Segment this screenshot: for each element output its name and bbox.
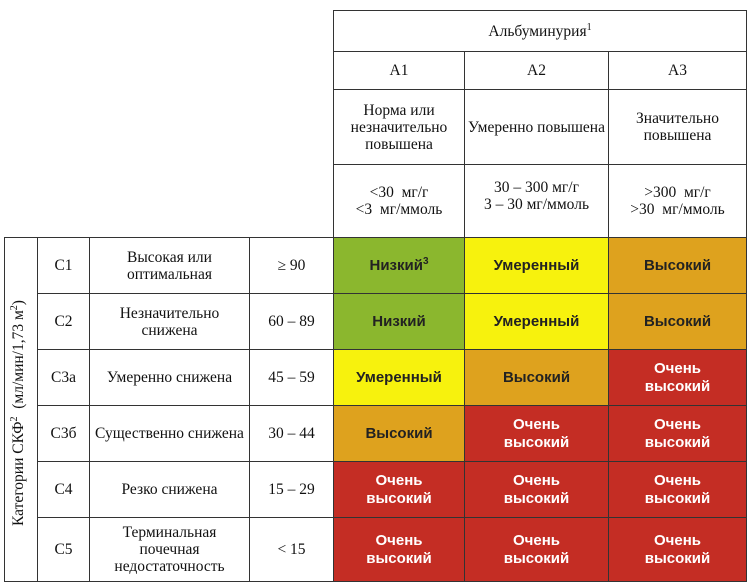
a1-range-mg-g: <30 мг/г [369,184,429,201]
gfr-range: < 15 [249,517,334,582]
a3-description: Значительно повышена [608,89,747,165]
risk-label: Низкий [369,256,423,274]
risk-label: Очень высокий [644,531,711,567]
risk-cell [608,237,747,294]
risk-footnote: 3 [422,255,429,267]
risk-label: Высокий [365,424,433,442]
a3-range [608,164,747,238]
gfr-description: Незначительно снижена [89,293,250,350]
albuminuria-footnote: 1 [586,21,592,33]
risk-cell [608,517,747,582]
risk-label: Очень высокий [644,359,711,395]
risk-cell [464,517,609,582]
risk-cell [464,349,609,406]
gfr-description: Существенно снижена [89,405,250,462]
gfr-description: Резко снижена [89,461,250,518]
a3-code: А3 [608,51,747,90]
risk-cell [608,293,747,350]
albuminuria-header [333,10,747,52]
risk-label: Очень высокий [503,531,570,567]
risk-cell [333,517,465,582]
risk-cell [608,405,747,462]
a1-code: А1 [333,51,465,90]
gfr-code: С3а [37,349,90,406]
risk-cell [464,237,609,294]
risk-cell [333,237,465,294]
gfr-code: С5 [37,517,90,582]
risk-label: Умеренный [356,368,442,386]
risk-label: Очень высокий [644,415,711,451]
risk-label: Умеренный [493,256,580,274]
a2-description: Умеренно повышена [464,89,609,165]
risk-cell [608,349,747,406]
gfr-code: С1 [37,237,90,294]
risk-label: Очень высокий [366,531,432,567]
gfr-code: С2 [37,293,90,350]
risk-label: Очень высокий [644,471,711,507]
gfr-range: 15 – 29 [249,461,334,518]
risk-label: Очень высокий [503,471,570,507]
risk-label: Высокий [502,368,571,386]
risk-cell [608,461,747,518]
albuminuria-label: Альбуминурия [488,22,587,40]
gfr-code: С3б [37,405,90,462]
gfr-description: Терминальная почечная недостаточность [89,517,250,582]
a1-range-mg-mmol: <3 мг/ммоль [355,201,443,218]
risk-label: Высокий [643,256,712,274]
risk-cell [464,405,609,462]
gfr-range: 60 – 89 [249,293,334,350]
a1-range [333,164,465,238]
a1-description: Норма или незначительно повышена [333,89,465,165]
gfr-code: С4 [37,461,90,518]
risk-label: Высокий [643,312,712,330]
risk-cell [464,461,609,518]
risk-cell [464,293,609,350]
risk-label: Низкий [372,312,426,330]
a3-range-mg-g: >300 мг/г [644,184,711,201]
a2-range-mg-g: 30 – 300 мг/г [494,179,579,196]
gfr-range: 30 – 44 [249,405,334,462]
gfr-range: 45 – 59 [249,349,334,406]
risk-cell [333,405,465,462]
risk-label: Очень высокий [366,471,432,507]
risk-cell [333,349,465,406]
gfr-description: Высокая или оптимальная [89,237,250,294]
risk-cell [333,293,465,350]
a2-range [464,164,609,238]
risk-label: Умеренный [493,312,580,330]
gfr-description: Умеренно снижена [89,349,250,406]
risk-label: Очень высокий [503,415,570,451]
a3-range-mg-mmol: >30 мг/ммоль [630,201,725,218]
a2-range-mg-mmol: 3 – 30 мг/ммоль [483,196,590,213]
gfr-range: ≥ 90 [249,237,334,294]
gfr-axis-label: Категории СКФ$^2$ (мл/мин/1,73 $м^2$) [8,300,27,526]
risk-cell [333,461,465,518]
a2-code: А2 [464,51,609,90]
